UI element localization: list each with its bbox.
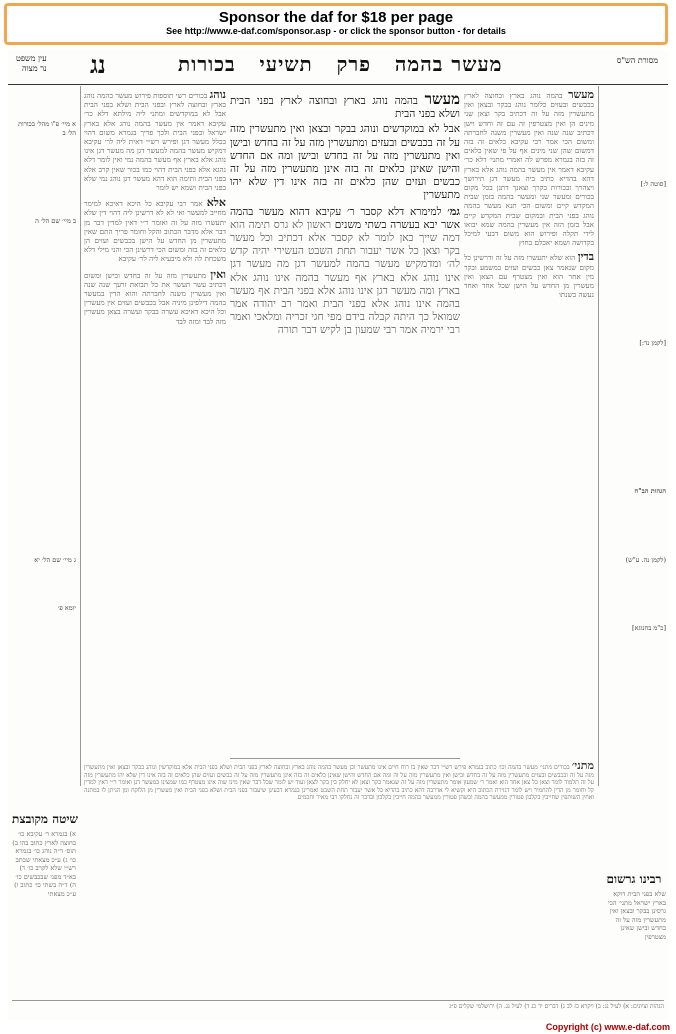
rashi-bedin-word: בדין bbox=[577, 250, 594, 264]
margin-ref: יומא פ׳ bbox=[57, 604, 76, 612]
chapter-title: מעשר בהמה פרק תשיעי בכורות bbox=[178, 52, 503, 76]
gemara-opening-text: למימרא דלא קסבר ר׳ עקיבא דהוא מעשר בהמה אשר יבא בעשרה בשתי משנים bbox=[230, 205, 460, 231]
margin-ref: הגהות הב"ח bbox=[634, 487, 666, 495]
margin-ref: ב מיי׳ שם הל׳ ה bbox=[35, 217, 76, 225]
sponsor-banner[interactable] bbox=[4, 3, 668, 45]
shitah-mekubetzet-title: שיטה מקובצת bbox=[12, 812, 78, 826]
tosafot-opening-word: נוהג bbox=[209, 90, 226, 101]
sponsor-banner-title: Sponsor the daf for $18 per page bbox=[218, 9, 454, 26]
rabbeinu-gershom-title: רבינו גרשום bbox=[606, 872, 662, 886]
rashi-column: מעשר בהמה נוהג בארץ ובחוצה לארץ בכבשים ובעזים כלומר נוהג בבקר ובצאן ואין מתעשרין מזה על זה דכתיב בקר וצאן שני מינים הן ואין מצטרפין זה עם זה וחדש וישן דכתיב שנה שנה ואין מעשרין משנה לחברתה ומשום הכי אמר רבי עקיבא כלאים זה בזה דמשום שהן שני מינים אף על פי שאין כלאים זה בזה בגמרא מפרש לה ואמרי מתני׳ דלא כר׳ עקיבא דאמר אין מעשר בהמה נוהג אלא בארץ דהא בהדיא כתיב ביה מעשר דגן תירושך ויצהרך ובכורות בקרך וצאנך דתנן בכל מקום בכורים ומעשר שני ומעשר בהמה בזמן שבית המקדש קיים ומשום הכי תנא מעשר בהמה נוהג בפני הבית ובמקום שבית המקדש קיים אבל בזמן הזה אין מעשרין בהמה שמא יבואו לידי תקלה ופירוש הוא משום דבעי למיכל בקדושה ושמא יאכלם בחוץ בדין הוא שלא יתעשרו מזה על זה ודרשינן כל מקום שנאמר צאן כבשים ועזים במשמע ובקר מין אחר הוא ואין מצטרף עם הצאן ואין מעשרין מן החדש על הישן שכל אחד ואחד נעשה בשנתו bbox=[464, 90, 594, 300]
mishnah-body: אבל לא במוקדשים ונוהג בבקר ובצאן ואין מתעשרין מזה על זה בכבשים ובעזים ומתעשרין מזה על זה בחדש ובישן ואין מתעשרין מזה על זה בחדש ובישן ומה אם החדש והישן שאינן כלאים זה בזה אינן מתעשרין מזה על זה כבשים ועזים שהן כלאים זה בזה אינו דין שלא יהו מתעשרין bbox=[230, 123, 460, 202]
margin-ref: (לקמן נה. ע"ש) bbox=[625, 555, 666, 564]
talmud-page bbox=[8, 50, 668, 1020]
rabbeinu-gershom-column: שלא בפני הבית דוקא בארץ ישראל מתני׳ הכי גרסינן בבקר ובצאן ואין מתעשרין מזה על זה בחדש ובישן שאינן מצטרפין bbox=[607, 890, 666, 941]
mishnah-opening-text: בהמה נוהג בארץ ובחוצה לארץ בפני הבית ושלא בפני הבית bbox=[230, 95, 460, 121]
tosafot-veein-word: ואין bbox=[210, 267, 226, 281]
margin-ref: ג מיי׳ שם הל׳ יא bbox=[34, 555, 76, 564]
mishnah-opening-word: מעשר bbox=[424, 90, 460, 108]
divider bbox=[12, 1000, 664, 1001]
bottom-footnotes: הגהות וציונים: א) לעיל נג: ב) ויקרא כז לב ג) דברים יד כג ד) לעיל נג. ה) ירושלמי שקלים פ״ג bbox=[449, 1003, 664, 1010]
tosafot-ela-word: אלא bbox=[206, 196, 226, 210]
mishnah2-word: מתני׳ bbox=[571, 762, 594, 772]
divider bbox=[598, 86, 599, 786]
shitah-mekubetzet-column: א) בגמרא ר׳ עקיבא כו׳ בחוצה לארץ כתוב בהו ב) תוס׳ ד״ה נוהג כו׳ בגמרא כו׳ ג) ע״כ מצאתי שכתב רש״י שלא לקרב כו׳ ד) בא״ד מפני שבכבשים כו׳ ה) ד״ה בשתי כו׳ כתוב ו) ע״כ מצאתי bbox=[12, 830, 76, 898]
gemara-opening-word: גמ׳ bbox=[447, 204, 460, 218]
masoret-hashas-column bbox=[602, 90, 666, 790]
tosafot-column: נוהג בכורים רשי תוספות פירוש מעשר בהמה נוהג בארץ ובחוצה לארץ ובפני הבית ושלא בפני הבית אבל לא במוקדשים ומתני ליה מילתא דלא כר׳ עקיבא דאמר אין מעשר בהמה נוהג אלא בארץ ישראל ובפני הבית ולכך פריך בגמרא משום דהוי בכלל מעשר דגן ופירש רש״י דאית ליה לר׳ עקיבא דמקיש מעשר בהמה למעשר דגן מה מעשר דגן אינו נוהג אלא בארץ אף מעשר בהמה נמי ואין לומר דלא נהגא אלא בפני הבית דהוי כמו בכור שאין קרב אלא בפני הבית ותימה הוא דהא מעשר דגן נוהג נמי שלא בפני הבית ושמא יש לומר אלא אמר רבי עקיבא כל היכא דאיכא למימר מחייב למעשר ואי לא לא דרשינן ליה דהוי דין שלא יתעשרו מזה על זה ואומר ר״י דאין למדין דבר מן דבר אלא מדבר הכתוב והקל וחומר פריך התם שאין מתעשרין מן החדש על הישן בכבשים ועזים הן כלאים זה בזה ומשום הכי דרשינן הכי והני מילי דלא משכחת לה ולא מיבעיא ליה לר׳ עקיבא ואין מתעשרין מזה על זה בחדש ובישן ומשום דכתיב עשר תעשר את כל תבואת זרעך שנה שנה ואין מעשרין משנה לחברתה והוא הדין במעשר בהמה דילפינן מיניה אבל בכבשים ועזים אין מעשרין וכל היכא דאיכא עשרה בבקר ועשרה בצאן מעשרין מזה לבד ומזה לבד bbox=[84, 90, 226, 326]
margin-ref: [לקמן נד:] bbox=[639, 338, 666, 347]
gemara-column: מעשר בהמה נוהג בארץ ובחוצה לארץ בפני הבית ושלא בפני הבית אבל לא במוקדשים ונוהג בבקר ובצאן ואין מתעשרין מזה על זה בכבשים ובעזים ומתעשרין מזה על זה בחדש ובישן ואין מתעשרין מזה על זה בחדש ובישן ומה אם החדש והישן שאינן כלאים זה בזה אינן מתעשרין מזה על זה כבשים ועזים שהן כלאים זה בזה אינו דין שלא יהו מתעשרין גמ׳ למימרא דלא קסבר ר׳ עקיבא דהוא מעשר בהמה אשר יבא בעשרה בשתי משנים ראשון לא גרס תימה הוא דמה שייך כאן לומר לא קסבר אלא דכתיב וכל מעשר בקר וצאן כל אשר יעבור תחת השבט העשירי יהיה קדש לה׳ ומדמקיש מעשר בהמה למעשר דגן מה מעשר דגן אינו נוהג אלא בארץ אף מעשר בהמה אינו נוהג אלא בארץ ומה מעשר דגן אינו נוהג אלא בפני הבית אף מעשר בהמה אינו נוהג אלא בפני הבית ואמר רב יהודה אמר שמואל כך היתה קבלה בידם מפי חגי זכריה ומלאכי ואמר רבי ירמיה אמר רבי שמעון בן לקיש דבר תורה bbox=[230, 90, 460, 337]
masoret-hashas-header: מסורת הש"ס bbox=[616, 56, 658, 65]
lower-commentary: מתני׳ בכורים מתני׳ מעשר בהמה וכו׳ כתוב בגמרא פירש רש״י דבר שאין בו רוח חיים אינו מתעשר וכן מעשר בהמה נוהג בארץ ובחוצה לארץ בפני הבית ושלא בפני הבית אלא במוקדשין ונוהג בבקר ובצאן ואין מתעשרין מזה על זה ובכבשים ובעזים מתעשרין מזה על זה בחדש ובישן ואין מתעשרין מזה על זה ומה אם החדש והישן שאינן כלאים זה בזה אינן מתעשרין מזה על זה כבשים ועזים שהן כלאים זה בזה אינו דין שלא יהו מתעשרין מזה על זה תלמוד לומר וצאן כל צאן אחד הוא ואמר ר׳ שמעון אומר מתעשרין מזה על זה שנאמר בקר וצאן לא יחלק בין בקר לצאן ועוד יש לומר שכל דבר שאין מינו שוה אינו מצטרף כמו שמצינו במעשר דגן ואומר ר״י דאין למדין קל וחומר מן הדין להחמיר ויש לומר דגזירת הכתוב היא וקשיא לי אדרבה דהא כתיב בהדיא כל אשר יעבור תחת השבט ואמרינן בגמרא דבעינן שיעבור בפני הבית ושלא בפני הבית ואין מעשרין מן הלוקח ומן הניתן לו במתנה ואחין השותפין שחייבין בקלבון פטורין ממעשר בהמה וכשהן פטורין ממעשר בהמה חייבין בקלבון ובדבר זה נחלקו רבי מאיר וחכמים bbox=[84, 762, 594, 992]
divider bbox=[80, 86, 81, 786]
page-number: נג bbox=[90, 50, 106, 79]
margin-ref: [סוטה ל:] bbox=[640, 180, 666, 188]
page-header bbox=[8, 50, 668, 85]
divider bbox=[230, 758, 460, 759]
margin-ref: א מיי׳ פ"ו מהל׳ בכורות הל׳ ב bbox=[18, 120, 76, 137]
margin-ref: [כ"מ בחנוגא] bbox=[632, 624, 666, 632]
ein-mishpat-column bbox=[10, 90, 76, 790]
copyright-text: Copyright (c) www.e-daf.com bbox=[545, 1022, 670, 1032]
sponsor-banner-subtitle[interactable]: See http://www.e-daf.com/sponsor.asp - or click the sponsor button - for details bbox=[166, 26, 506, 36]
rashi-opening-word: מעשר bbox=[568, 90, 594, 101]
ein-mishpat-header: עין משפט נר מצוה bbox=[16, 54, 47, 73]
